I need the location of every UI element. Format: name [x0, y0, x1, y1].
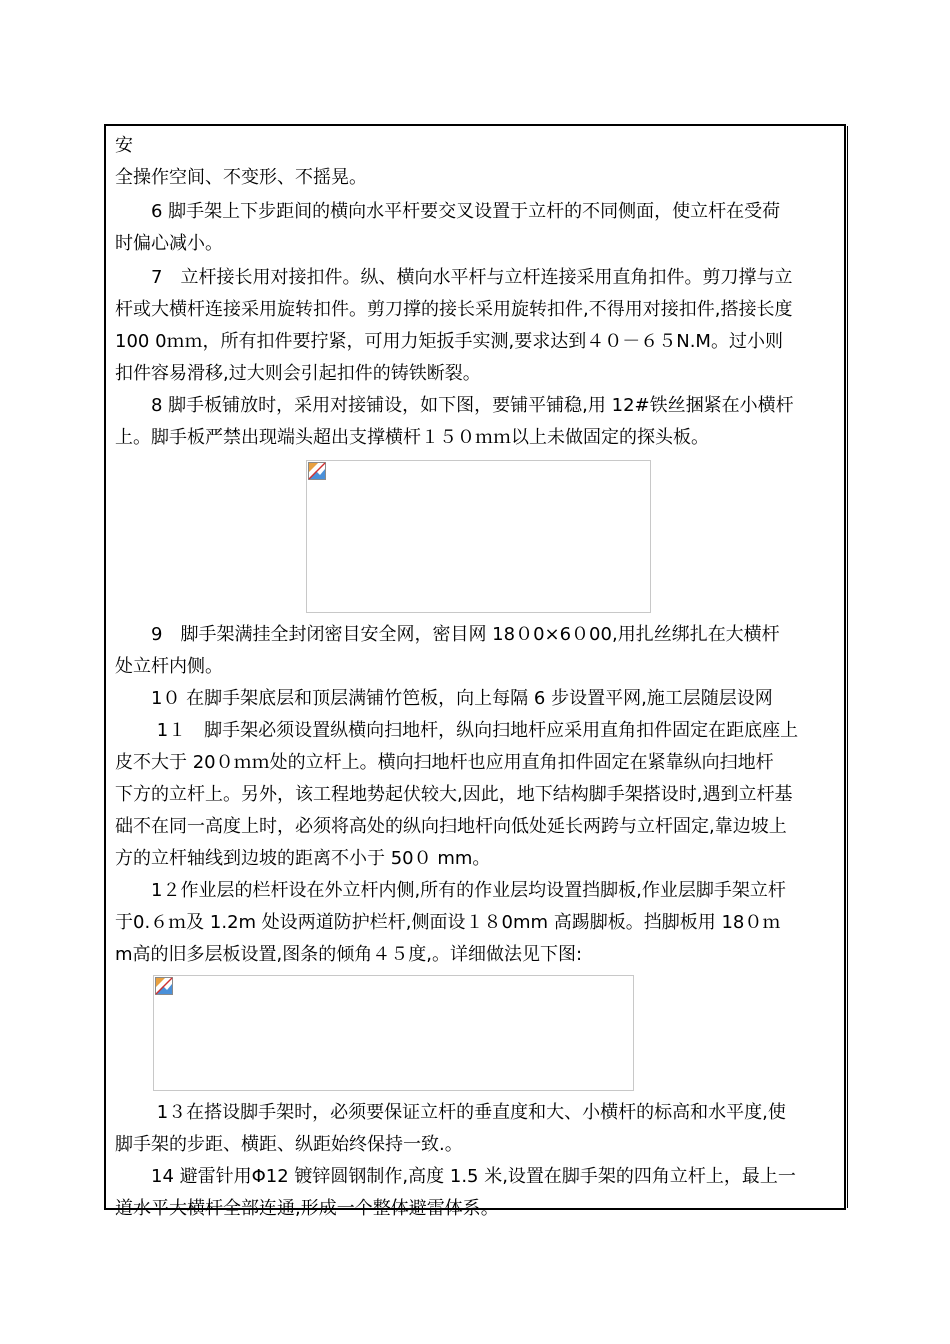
toe-board-figure: [153, 975, 634, 1091]
text-line: 脚手架的步距、横距、纵距始终保持一致.。: [115, 1134, 463, 1155]
paragraph-6: [115, 196, 843, 260]
text-line: 础不在同一高度上时，必须将高处的纵向扫地杆向低处延长两跨与立杆固定,靠边坡上: [115, 816, 787, 837]
text-line: 皮不大于 20０ｍｍ处的立杆上。横向扫地杆也应用直角扣件固定在紧靠纵向扫地杆: [115, 752, 774, 773]
text-line: 杆或大横杆连接采用旋转扣件。剪刀撑的接长采用旋转扣件,不得用对接扣件,搭接长度: [115, 299, 793, 320]
text-line: 6 脚手架上下步距间的横向水平杆要交叉设置于立杆的不同侧面，使立杆在受荷: [115, 201, 781, 222]
text-line: 上。脚手板严禁出现端头超出支撑横杆１５０ｍｍ以上未做固定的探头板。: [115, 427, 709, 448]
text-line: 方的立杆轴线到边坡的距离不小于 50０ mm。: [115, 848, 491, 869]
broken-image-icon: [308, 462, 326, 480]
text-line: 下方的立杆上。另外，该工程地势起伏较大,因此，地下结构脚手架搭设时,遇到立杆基: [115, 784, 793, 805]
text-line: 1２作业层的栏杆设在外立杆内侧,所有的作业层均设置挡脚板,作业层脚手架立杆: [115, 880, 786, 901]
text-line: 全操作空间、不变形、不摇晃。: [115, 167, 367, 188]
text-line: 1３在搭设脚手架时，必须要保证立杆的垂直度和大、小横杆的标高和水平度,使: [115, 1102, 786, 1123]
scaffold-board-figure: [306, 460, 651, 613]
text-line: 8 脚手板铺放时，采用对接铺设，如下图，要铺平铺稳,用 12#铁丝捆紧在小横杆: [115, 395, 794, 416]
paragraph-11: [115, 715, 843, 875]
text-line: 处立杆内侧。: [115, 656, 223, 677]
text-line: 14 避雷针用Φ12 镀锌圆钢制作,高度 1.5 米,设置在脚手架的四角立杆上，最上一: [115, 1166, 796, 1187]
text-line: 时偏心减小。: [115, 233, 223, 254]
text-line: 道水平大横杆全部连通,形成一个整体避雷体系。: [115, 1198, 499, 1219]
text-line: 扣件容易滑移,过大则会引起扣件的铸铁断裂。: [115, 363, 481, 384]
paragraph-9: [115, 619, 843, 683]
paragraph-14: [115, 1161, 843, 1225]
text-line: 1１ 脚手架必须设置纵横向扫地杆，纵向扫地杆应采用直角扣件固定在距底座上: [115, 720, 799, 741]
broken-image-icon: [155, 977, 173, 995]
document-body: [115, 130, 843, 1225]
text-line: 7 立杆接长用对接扣件。纵、横向水平杆与立杆连接采用直角扣件。剪刀撑与立: [115, 267, 793, 288]
text-line: 9 脚手架满挂全封闭密目安全网，密目网 18０0×6０00,用扎丝绑扎在大横杆: [115, 624, 780, 645]
paragraph-7: [115, 262, 843, 390]
paragraph-13: [115, 1097, 843, 1161]
text-line: 安: [115, 135, 133, 156]
paragraph-8: [115, 390, 843, 454]
text-line: m高的旧多层板设置,图条的倾角４５度,。详细做法见下图:: [115, 944, 583, 965]
paragraph-12: [115, 875, 843, 971]
paragraph-5-tail: [115, 130, 843, 194]
document-frame: [104, 124, 846, 1219]
text-line: 100 0ｍｍ，所有扣件要拧紧，可用力矩扳手实测,要求达到４０－６５N.M。过小则: [115, 331, 783, 352]
text-line: 于0.６ｍ及 1.2m 处设两道防护栏杆,侧面设１８0mm 高踢脚板。挡脚板用 18０ｍ: [115, 912, 781, 933]
text-line: 1０ 在脚手架底层和顶层满铺竹笆板，向上每隔 6 步设置平网,施工层随层设网: [115, 688, 773, 709]
paragraph-10: [115, 683, 843, 715]
